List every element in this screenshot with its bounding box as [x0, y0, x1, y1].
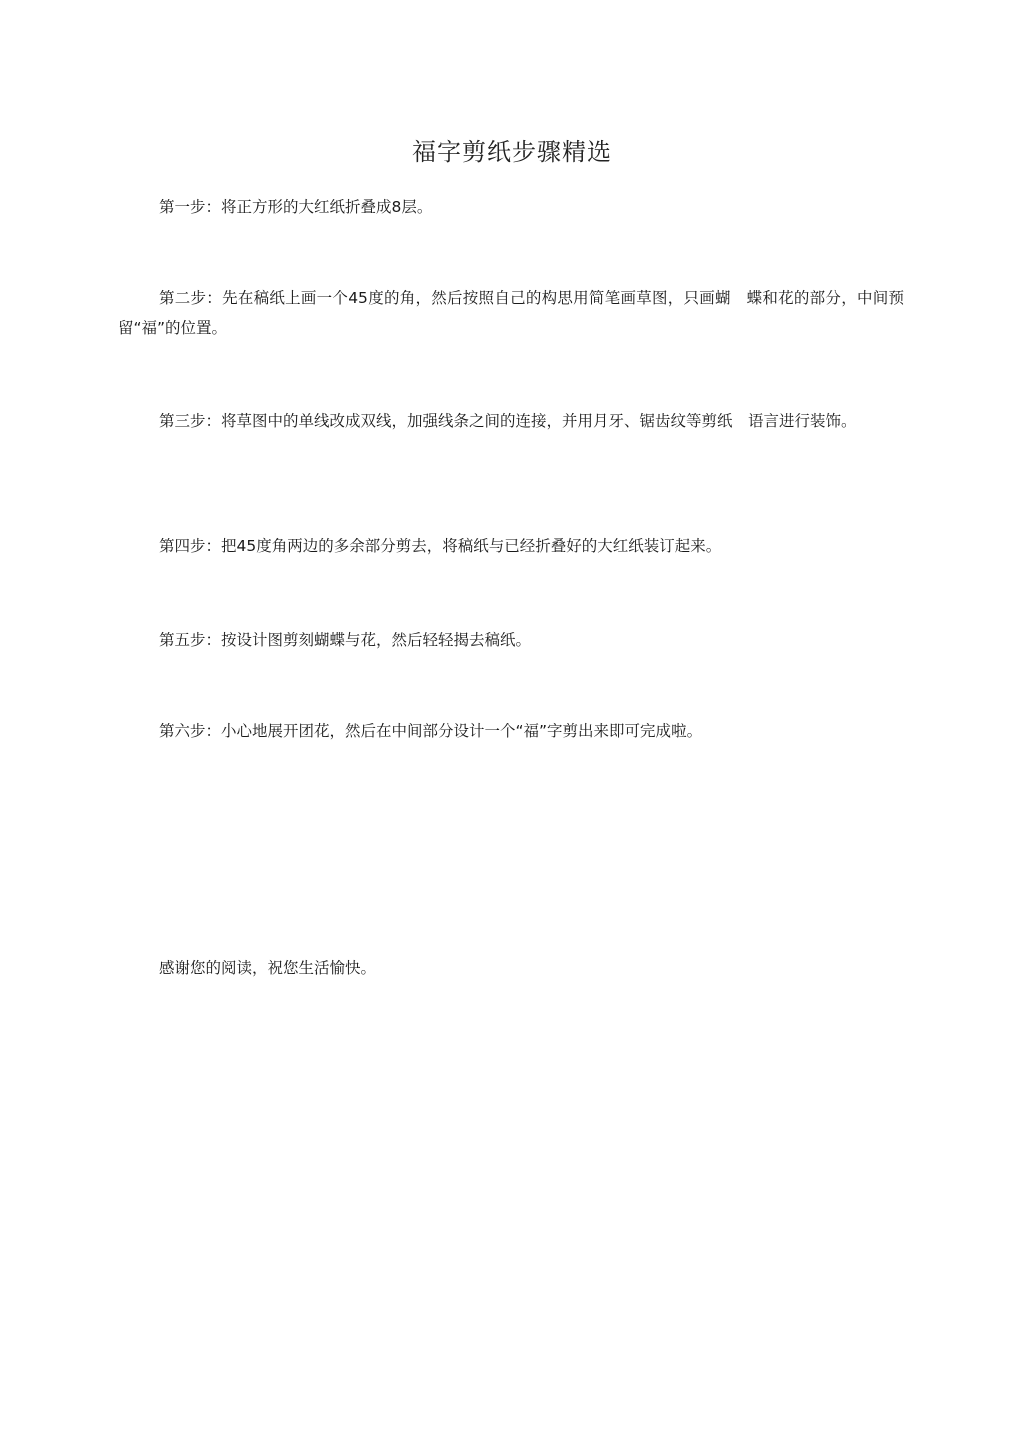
- step-5-paragraph: 第五步：按设计图剪刻蝴蝶与花，然后轻轻揭去稿纸。: [159, 631, 532, 649]
- document-title: 福字剪纸步骤精选: [412, 138, 612, 166]
- closing-paragraph: 感谢您的阅读，祝您生活愉快。: [159, 959, 377, 977]
- step-6-paragraph: 第六步：小心地展开团花，然后在中间部分设计一个“福”字剪出来即可完成啦。: [159, 722, 703, 740]
- step-4-paragraph: 第四步：把45度角两边的多余部分剪去，将稿纸与已经折叠好的大红纸装订起来。: [159, 537, 722, 555]
- step-2-paragraph: 第二步：先在稿纸上画一个45度的角，然后按照自己的构思用简笔画草图，只画蝴 蝶和花的部分，中间预留“福”的位置。: [118, 289, 904, 337]
- step-1-paragraph: 第一步：将正方形的大红纸折叠成8层。: [159, 198, 433, 216]
- step-3-paragraph: 第三步：将草图中的单线改成双线，加强线条之间的连接，并用月牙、锯齿纹等剪纸 语言进行装饰。: [159, 412, 857, 430]
